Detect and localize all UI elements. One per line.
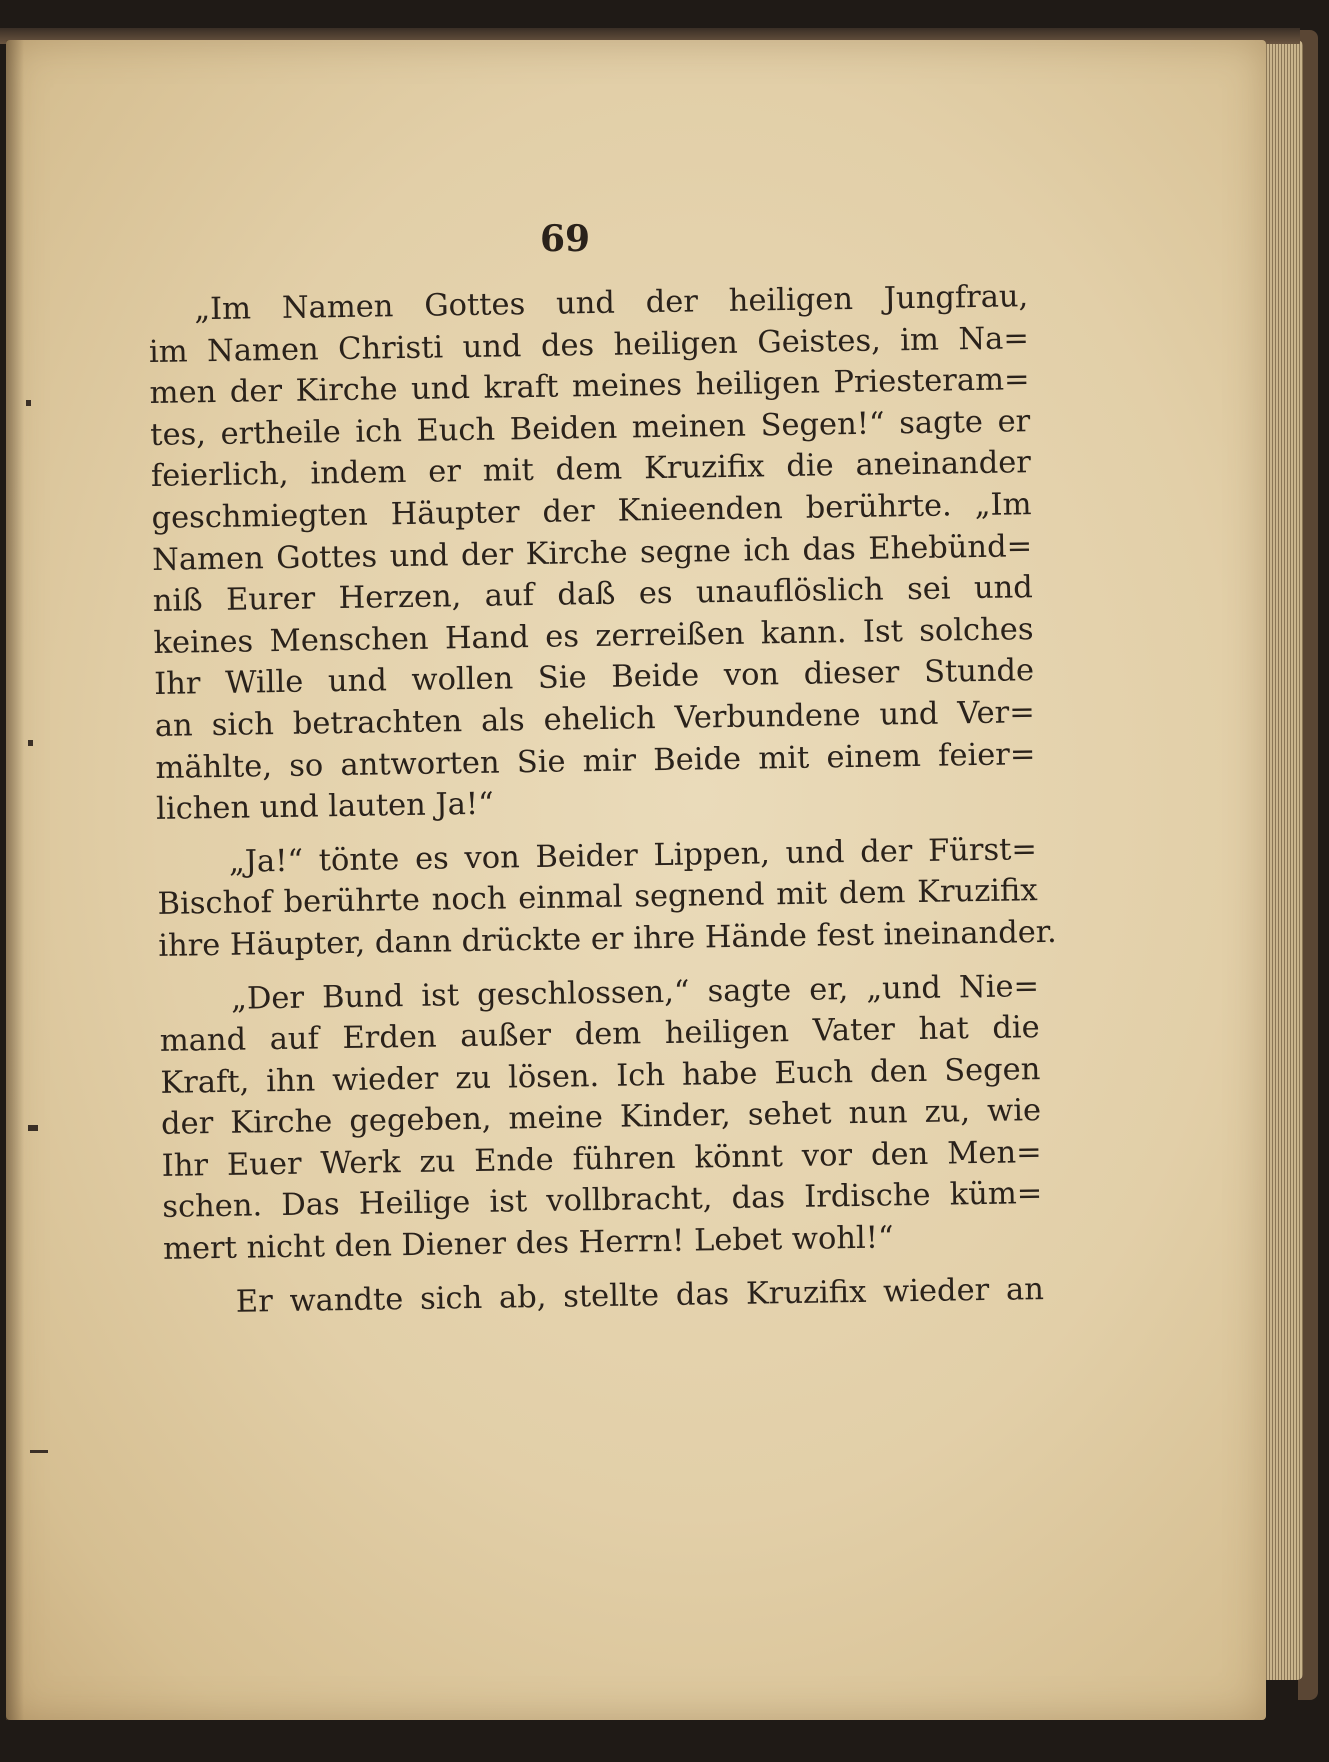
text-line: keines Menschen Hand es zerreißen kann. Ist solches	[153, 611, 1034, 661]
text-line: „Im Namen Gottes und der heiligen Jungfrau,	[194, 279, 1029, 328]
text-line: „Ja!“ tönte es von Beider Lippen, und der Fürst=	[228, 831, 1038, 880]
margin-mark	[26, 400, 31, 406]
text-line: der Kirche gegeben, meine Kinder, sehet nun zu, wie	[160, 1093, 1042, 1143]
text-line: mand auf Erden außer dem heiligen Vater hat die	[159, 1010, 1040, 1059]
text-line: lichen und lauten Ja!“	[155, 786, 495, 828]
text-line: Er wandte sich ab, stellte das Kruzifix wieder an	[235, 1271, 1045, 1320]
text-line: Kraft, ihn wieder zu lösen. Ich habe Euch den Segen	[160, 1051, 1041, 1101]
text-line: ihre Häupter, dann drückte er ihre Hände fest ineinander.	[158, 914, 1057, 964]
text-line: schen. Das Heilige ist vollbracht, das Irdische küm=	[162, 1176, 1043, 1226]
text-line: an sich betrachten als ehelich Verbundene und Ver=	[154, 695, 1036, 744]
text-line: Bischof berührte noch einmal segnend mit dem Kruzifix	[157, 873, 1038, 923]
text-line: men der Kirche und kraft meines heiligen Priesteram=	[149, 362, 1030, 412]
text-line: mählte, so antworten Sie mir Beide mit einem feier=	[155, 736, 1036, 786]
margin-mark	[28, 1125, 38, 1131]
margin-mark	[30, 1450, 48, 1453]
text-line: mert nicht den Diener des Herrn! Lebet wohl!“	[162, 1220, 894, 1267]
body-text	[148, 276, 1057, 1324]
text-line: im Namen Christi und des heiligen Geistes, im Na=	[148, 320, 1030, 370]
text-line: Ihr Wille und wollen Sie Beide von dieser Stunde	[153, 653, 1035, 703]
text-line: Namen Gottes und der Kirche segne ich das Ehebünd=	[151, 528, 1033, 578]
text-line: niß Eurer Herzen, auf daß es unauflöslich sei und	[152, 570, 1034, 620]
text-line: Ihr Euer Werk zu Ende führen könnt vor den Men=	[161, 1134, 1042, 1184]
page-gutter-shadow	[6, 40, 24, 1720]
page-number: 69	[539, 218, 591, 260]
text-line: geschmiegten Häupter der Knieenden berührte. „Im	[151, 487, 1032, 536]
text-line: tes, ertheile ich Euch Beiden meinen Segen!“ sagte er	[150, 403, 1031, 453]
margin-mark	[28, 740, 33, 746]
text-line: „Der Bund ist geschlossen,“ sagte er, „und Nie=	[230, 968, 1040, 1017]
text-line: feierlich, indem er mit dem Kruzifix die aneinander	[150, 445, 1032, 495]
